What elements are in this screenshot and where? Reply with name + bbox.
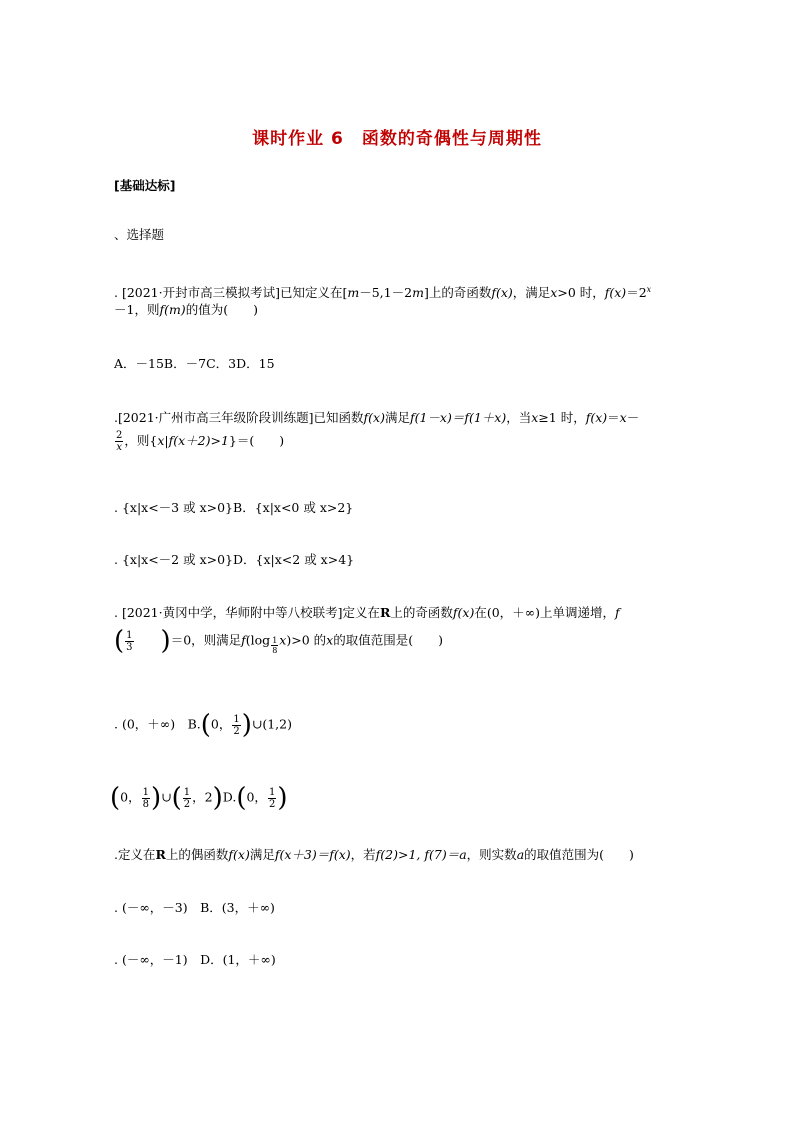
q2-var: x — [619, 410, 627, 425]
q1-var: m — [412, 285, 424, 301]
q3-option-c-fraction — [183, 787, 191, 810]
q4-line1 — [114, 847, 634, 863]
q3-option-c-text: ∪ — [161, 789, 172, 805]
fraction-denominator: x — [116, 442, 122, 453]
q3-var: x — [279, 632, 287, 648]
q3-line1 — [114, 605, 620, 621]
q2-text: ，则{ — [124, 433, 158, 448]
q2-var: x — [531, 410, 539, 425]
right-paren: ) — [277, 783, 288, 813]
q4-options-cd: . (－∞，－1) D．(1，＋∞) — [114, 952, 276, 967]
q3-option-b-text: ∪(1,2) — [251, 716, 292, 732]
q1-text: ＝2 — [626, 285, 647, 301]
left-paren: ( — [200, 710, 211, 740]
left-paren: ( — [114, 626, 125, 656]
q4-text: ，若 — [350, 847, 376, 862]
q1-text: ]上的奇函数 — [423, 285, 492, 301]
fraction-numerator: 1 — [183, 786, 191, 798]
q1-var: x — [550, 285, 558, 301]
page-title: 课时作业 6 函数的奇偶性与周期性 — [252, 129, 542, 149]
left-paren: ( — [236, 783, 247, 813]
right-paren: ) — [241, 710, 252, 740]
q2-set: x|f(x＋2)>1 — [157, 433, 229, 448]
q1-text: ，满足 — [512, 285, 551, 301]
q2-text: ＝ — [607, 410, 620, 425]
q2-func: f(x) — [363, 410, 385, 425]
fraction-denominator: 8 — [272, 645, 278, 655]
q3-option-d-text: 0， — [246, 789, 267, 805]
q2-text: 满足 — [384, 410, 410, 425]
q3-options-cd — [110, 785, 287, 811]
q1-text: －5,1－2 — [359, 285, 413, 301]
q4-text: 满足 — [249, 847, 275, 862]
q3-var: x — [326, 632, 334, 648]
right-paren: ) — [150, 783, 162, 813]
q2-func: f(x) — [585, 410, 608, 425]
q3-func: f — [614, 605, 620, 620]
q3-line2 — [114, 628, 443, 655]
q3-option-b-text: 0， — [210, 716, 232, 732]
q2-text: .[2021·广州市高三年级阶段训练题]已知函数 — [114, 410, 364, 425]
q3-func: f — [241, 632, 246, 648]
q4-func: f(2)>1, f(7)＝a — [375, 847, 467, 862]
q2-options-ab: . {x|x<－3 或 x>0}B．{x|x<0 或 x>2} — [114, 500, 354, 515]
fraction-numerator: 1 — [233, 713, 240, 725]
left-paren: ( — [110, 783, 121, 813]
fraction-denominator: 2 — [233, 725, 240, 737]
q3-text: . [2021·黄冈中学，华师附中等八校联考]定义在 — [114, 605, 380, 620]
q2-func: f(1－x)＝f(1＋x) — [409, 410, 507, 425]
q4-text: ，则实数 — [466, 847, 517, 862]
q2-text: }＝( ) — [228, 433, 285, 448]
q4-set-r: R — [155, 847, 166, 862]
fraction-numerator: 1 — [268, 786, 276, 798]
q1-text: －1，则 — [114, 302, 160, 317]
q1-text: 的值为( ) — [185, 302, 258, 317]
q1-var: m — [347, 285, 360, 301]
q1-text: >0 时， — [557, 285, 605, 301]
q3-option-d-label: D. — [222, 789, 237, 805]
q3-option-c-text: 0， — [120, 789, 141, 805]
fraction-denominator: 8 — [142, 798, 149, 810]
q4-func: f(x＋3)＝f(x) — [274, 847, 351, 862]
q1-text: . [2021·开封市高三模拟考试]已知定义在[ — [114, 285, 348, 301]
q3-log-base — [271, 636, 278, 655]
q2-line1 — [114, 410, 639, 426]
left-paren: ( — [171, 783, 182, 813]
fraction-denominator: 2 — [183, 798, 191, 810]
section-heading: [基础达标] — [114, 178, 176, 193]
q2-text: － — [626, 410, 640, 425]
q1-exponent: x — [646, 285, 652, 294]
q2-line2 — [114, 430, 284, 453]
q3-options-ab — [114, 712, 292, 738]
q4-text: 的取值范围为( ) — [524, 847, 634, 862]
q2-text: ≥1 时， — [538, 410, 586, 425]
q1-options: A．－15B．－7C．3D．15 — [114, 356, 275, 371]
q2-options-cd: . {x|x<－2 或 x>0}D．{x|x<2 或 x>4} — [114, 552, 355, 567]
q1-func: f(x) — [491, 285, 513, 301]
fraction-numerator: 1 — [142, 786, 149, 798]
q4-var: a — [516, 847, 525, 862]
fraction-numerator: 2 — [116, 430, 123, 441]
q2-fraction — [115, 430, 123, 453]
q1-func: f(m) — [159, 302, 186, 317]
q3-option-c-text: ，2 — [192, 789, 213, 805]
q3-text: ＝0，则满足 — [170, 632, 242, 648]
q3-option-a: . (0，＋∞) B. — [114, 716, 201, 732]
q1-func: f(x) — [604, 285, 627, 301]
q2-text: ，当 — [506, 410, 532, 425]
q3-func: f(x) — [452, 605, 475, 620]
q4-text: 上的偶函数 — [165, 847, 229, 862]
q3-text: 上的奇函数 — [390, 605, 453, 620]
fraction-numerator: 1 — [272, 635, 278, 645]
q3-text: 在(0，＋∞)上单调递增， — [474, 605, 615, 620]
q3-option-b-fraction — [232, 714, 240, 737]
q4-func: f(x) — [228, 847, 250, 862]
right-paren: ) — [212, 783, 223, 813]
right-paren: ) — [160, 626, 171, 656]
q3-option-c-fraction — [142, 787, 150, 810]
q1-line2 — [114, 302, 258, 318]
q4-options-ab: . (－∞，－3) B．(3，＋∞) — [114, 900, 275, 915]
q3-text: )>0 的 — [286, 632, 327, 648]
fraction-denominator: 2 — [268, 798, 276, 810]
q1-line1 — [114, 282, 651, 301]
q3-set-r: R — [380, 605, 391, 620]
q3-fraction — [125, 630, 133, 653]
q4-text: .定义在 — [114, 847, 156, 862]
q3-text: (log — [245, 632, 271, 648]
subsection-heading: 、选择题 — [114, 227, 165, 242]
q3-option-d-fraction — [268, 787, 276, 810]
fraction-denominator: 3 — [126, 641, 133, 653]
fraction-numerator: 1 — [126, 629, 133, 641]
q3-text: 的取值范围是( ) — [333, 632, 443, 648]
